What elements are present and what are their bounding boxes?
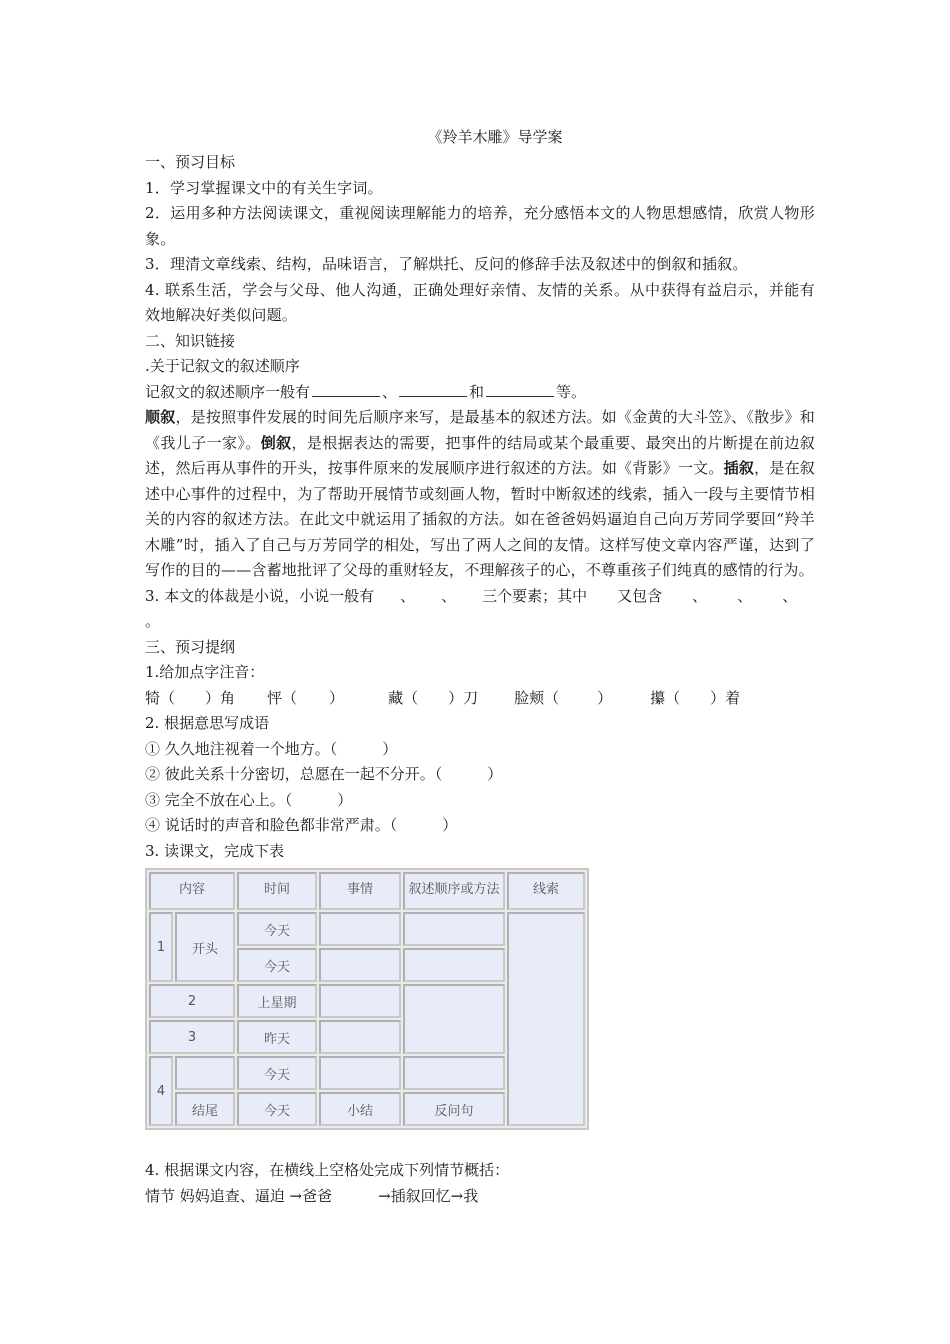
header-method: 叙述顺序或方法 bbox=[403, 872, 505, 910]
row-4-number: 4 bbox=[149, 1056, 173, 1126]
idiom-2: ② 彼此关系十分密切，总愿在一起不分开。（ ） bbox=[145, 765, 503, 783]
row-1-label: 开头 bbox=[175, 912, 235, 982]
pinyin-question: 1.给加点字注音： bbox=[145, 663, 265, 681]
row-4-event-cell[interactable] bbox=[319, 1056, 401, 1090]
order-text-a: 记叙文的叙述顺序一般有 bbox=[145, 382, 311, 401]
header-time: 时间 bbox=[237, 872, 317, 910]
term-shunxu: 顺叙 bbox=[145, 408, 176, 426]
chaxu-text: ，是在叙述中心事件的过程中，为了帮助开展情节或刻画人物，暂时中断叙述的线索，插入一段与主要情节相关的内容的叙述方法。在此文中就运用了插叙的方法。如在爸爸妈妈逼迫自己向万芳同学要回“羚羊木雕”时，插入了自己与万芳同学的相处，写出了两人之间的友情。这样写使文章内容严谨，达到了写作的目的——含蓄地批评了父母的重财轻友，不理解孩子的心，不尊重孩子们纯真的感情的行为。 bbox=[145, 459, 815, 579]
order-blank-3[interactable] bbox=[486, 382, 554, 397]
end-method: 反问句 bbox=[403, 1092, 505, 1126]
order-sep: 、 bbox=[382, 382, 398, 401]
page-title: 《羚羊木雕》导学案 bbox=[427, 128, 563, 146]
pinyin-row bbox=[145, 686, 815, 712]
table-header-row bbox=[149, 872, 585, 910]
reading-table bbox=[145, 868, 589, 1130]
term-chaxu: 插叙 bbox=[723, 459, 755, 477]
pinyin-item-3: 藏（ ）刀 bbox=[388, 688, 479, 707]
table-row bbox=[149, 912, 585, 946]
order-blank-1[interactable] bbox=[312, 382, 380, 397]
shunxu-text: ，是按照事件发展的时间先后顺序来写，是最基本的叙述方法。如《金黄的大斗笠》、《散步》和《我儿子一家》。 bbox=[145, 408, 815, 452]
row-2-number: 2 bbox=[149, 984, 235, 1018]
pinyin-item-5: 攥（ ）着 bbox=[650, 688, 741, 707]
row-4-time: 今天 bbox=[237, 1056, 317, 1090]
pinyin-item-2: 怦（ ） bbox=[267, 688, 345, 707]
header-event: 事情 bbox=[319, 872, 401, 910]
order-blank-2[interactable] bbox=[399, 382, 467, 397]
genre-question-end: 。 bbox=[145, 612, 161, 630]
row-1b-time: 今天 bbox=[237, 948, 317, 982]
pinyin-item-4: 脸颊（ ） bbox=[514, 688, 613, 707]
narrative-order-question bbox=[145, 380, 815, 406]
end-label: 结尾 bbox=[175, 1092, 235, 1126]
end-event: 小结 bbox=[319, 1092, 401, 1126]
row-1a-time: 今天 bbox=[237, 912, 317, 946]
idiom-3: ③ 完全不放在心上。（ ） bbox=[145, 790, 353, 809]
genre-sep-3: 、 bbox=[692, 586, 708, 605]
genre-sep-1: 、 bbox=[400, 586, 416, 605]
idiom-question: 2. 根据意思写成语 bbox=[145, 714, 270, 732]
plot-question: 4. 根据课文内容，在横线上空格处完成下列情节概括： bbox=[145, 1161, 510, 1179]
daoxu-text: ，是根据表达的需要，把事件的结局或某个最重要、最突出的片断提在前边叙述，然后再从事件的开头，按事件原来的发展顺序进行叙述的方法。如《背影》一文。 bbox=[145, 433, 815, 477]
row-1a-event-cell[interactable] bbox=[319, 912, 401, 946]
term-daoxu: 倒叙 bbox=[260, 433, 292, 452]
row-2-time: 上星期 bbox=[237, 984, 317, 1018]
order-end: 等。 bbox=[556, 382, 587, 401]
goal-2: 2．运用多种方法阅读课文，重视阅读理解能力的培养，充分感悟本文的人物思想感情，欣赏人物形象。 bbox=[145, 204, 815, 248]
genre-text-b: 三个要素；其中 bbox=[482, 586, 588, 605]
idiom-1: ① 久久地注视着一个地方。（ ） bbox=[145, 739, 398, 758]
row-3-event-cell[interactable] bbox=[319, 1020, 401, 1054]
row-2-event-cell[interactable] bbox=[319, 984, 401, 1018]
row-3-time: 昨天 bbox=[237, 1020, 317, 1054]
document-page bbox=[145, 124, 815, 1209]
goal-3: 3．理清文章线索、结构，品味语言，了解烘托、反问的修辞手法及叙述中的倒叙和插叙。 bbox=[145, 255, 748, 273]
idiom-4: ④ 说话时的声音和脸色都非常严肃。（ ） bbox=[145, 816, 458, 834]
genre-question bbox=[145, 584, 815, 610]
genre-sep-5: 、 bbox=[782, 586, 798, 605]
goal-4: 4. 联系生活，学会与父母、他人沟通，正确处理好亲情、友情的关系。从中获得有益启示，并能有效地解决好类似问题。 bbox=[145, 280, 815, 324]
row-2-3-method-cell[interactable] bbox=[403, 984, 505, 1054]
genre-sep-4: 、 bbox=[737, 586, 753, 605]
genre-text-c: 又包含 bbox=[617, 586, 663, 605]
row-1b-event-cell[interactable] bbox=[319, 948, 401, 982]
section-2-subheading: .关于记叙文的叙述顺序 bbox=[145, 357, 300, 375]
section-1-heading: 一、预习目标 bbox=[145, 153, 236, 171]
genre-sep-2: 、 bbox=[441, 586, 457, 605]
order-and: 和 bbox=[469, 382, 485, 401]
row-1-number: 1 bbox=[149, 912, 173, 982]
header-clue: 线索 bbox=[507, 872, 585, 910]
plot-summary bbox=[145, 1184, 815, 1210]
row-1a-method-cell[interactable] bbox=[403, 912, 505, 946]
row-4-method-cell[interactable] bbox=[403, 1056, 505, 1090]
row-3-number: 3 bbox=[149, 1020, 235, 1054]
table-question: 3. 读课文，完成下表 bbox=[145, 841, 285, 860]
header-content: 内容 bbox=[149, 872, 235, 910]
row-4-label-cell[interactable] bbox=[175, 1056, 235, 1090]
clue-cell[interactable] bbox=[507, 912, 585, 1126]
plot-text-a: 情节 妈妈追查、逼迫 →爸爸 bbox=[145, 1186, 333, 1205]
section-2-heading: 二、知识链接 bbox=[145, 331, 236, 350]
goal-1: 1．学习掌握课文中的有关生字词。 bbox=[145, 178, 383, 197]
end-time: 今天 bbox=[237, 1092, 317, 1126]
row-1b-method-cell[interactable] bbox=[403, 948, 505, 982]
narrative-methods-paragraph bbox=[145, 405, 815, 584]
section-3-heading: 三、预习提纲 bbox=[145, 637, 236, 656]
genre-text-a: 3. 本文的体裁是小说，小说一般有 bbox=[145, 586, 375, 605]
pinyin-item-1: 犄（ ）角 bbox=[145, 688, 236, 707]
plot-text-b: →插叙回忆→我 bbox=[378, 1186, 479, 1205]
